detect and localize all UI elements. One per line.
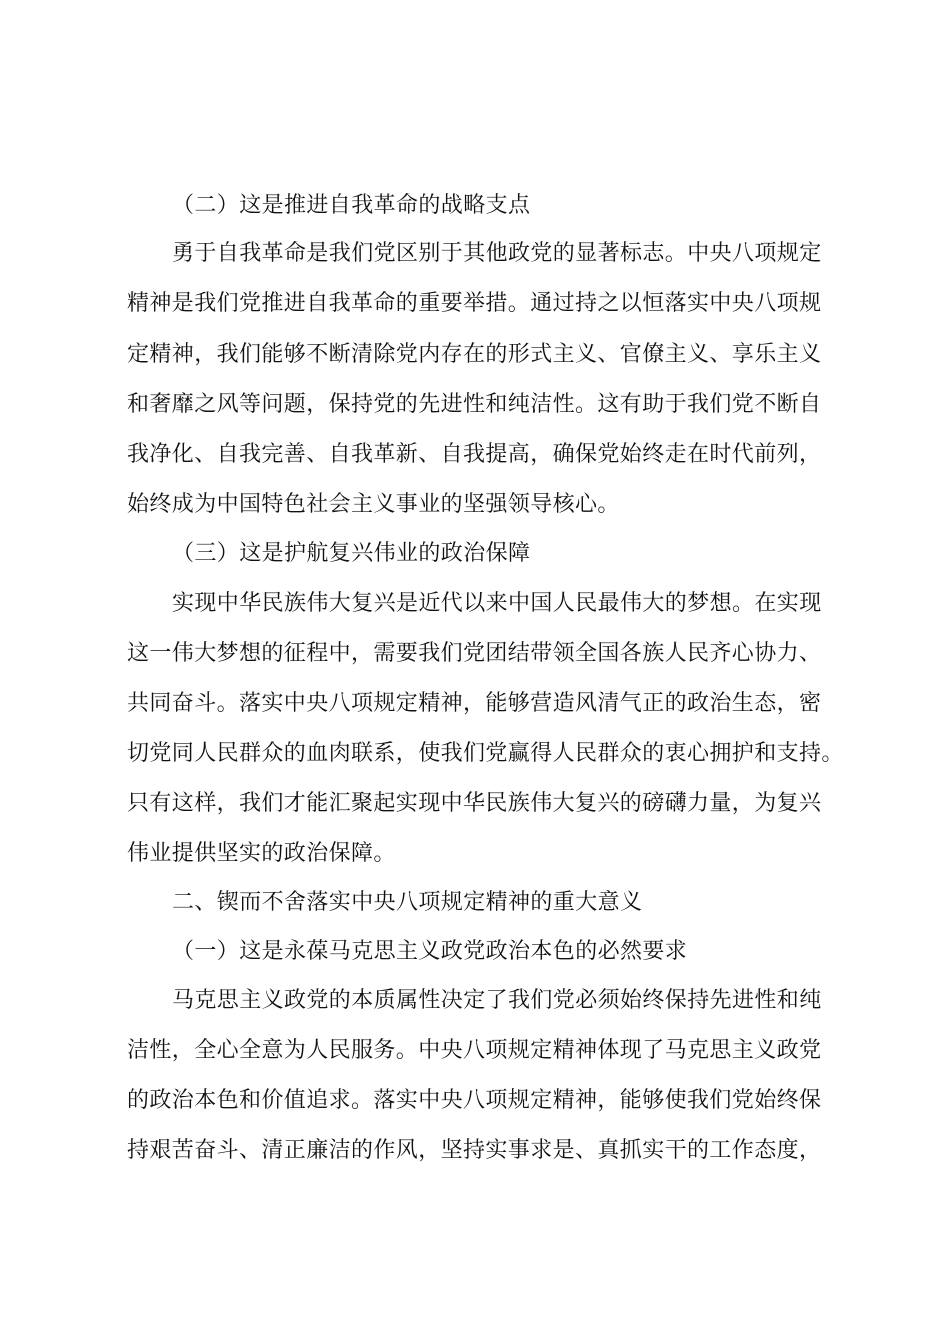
paragraph-line: 我净化、自我完善、自我革新、自我提高，确保党始终走在时代前列， xyxy=(127,442,822,467)
section-heading-2-2: （二）这是推进自我革命的战略支点 xyxy=(172,193,531,218)
paragraph-line: 共同奋斗。落实中央八项规定精神，能够营造风清气正的政治生态，密 xyxy=(127,691,822,716)
paragraph-line: 洁性，全心全意为人民服务。中央八项规定精神体现了马克思主义政党 xyxy=(127,1038,822,1063)
paragraph-line: 的政治本色和价值追求。落实中央八项规定精神，能够使我们党始终保 xyxy=(127,1088,822,1113)
paragraph-line: 伟业提供坚实的政治保障。 xyxy=(127,841,396,866)
paragraph-line: 始终成为中国特色社会主义事业的坚强领导核心。 xyxy=(127,492,620,517)
paragraph-line: 马克思主义政党的本质属性决定了我们党必须始终保持先进性和纯 xyxy=(172,988,822,1013)
paragraph-line: 这一伟大梦想的征程中，需要我们党团结带领全国各族人民齐心协力、 xyxy=(127,641,822,666)
paragraph-line: 和奢靡之风等问题，保持党的先进性和纯洁性。这有助于我们党不断自 xyxy=(127,392,822,417)
paragraph-line: 持艰苦奋斗、清正廉洁的作风，坚持实事求是、真抓实干的工作态度， xyxy=(127,1138,822,1163)
section-heading-2: 二、锲而不舍落实中央八项规定精神的重大意义 xyxy=(172,890,643,915)
paragraph-line: 精神是我们党推进自我革命的重要举措。通过持之以恒落实中央八项规 xyxy=(127,291,822,316)
section-heading-2-1: （一）这是永葆马克思主义政党政治本色的必然要求 xyxy=(172,939,688,964)
paragraph-line: 定精神，我们能够不断清除党内存在的形式主义、官僚主义、享乐主义 xyxy=(127,342,822,367)
paragraph-line: 只有这样，我们才能汇聚起实现中华民族伟大复兴的磅礴力量，为复兴 xyxy=(127,791,822,816)
section-heading-2-3: （三）这是护航复兴伟业的政治保障 xyxy=(172,541,531,566)
paragraph-line: 实现中华民族伟大复兴是近代以来中国人民最伟大的梦想。在实现 xyxy=(172,591,822,616)
paragraph-line: 切党同人民群众的血肉联系，使我们党赢得人民群众的衷心拥护和支持。 xyxy=(127,741,844,766)
paragraph-line: 勇于自我革命是我们党区别于其他政党的显著标志。中央八项规定 xyxy=(172,241,822,266)
